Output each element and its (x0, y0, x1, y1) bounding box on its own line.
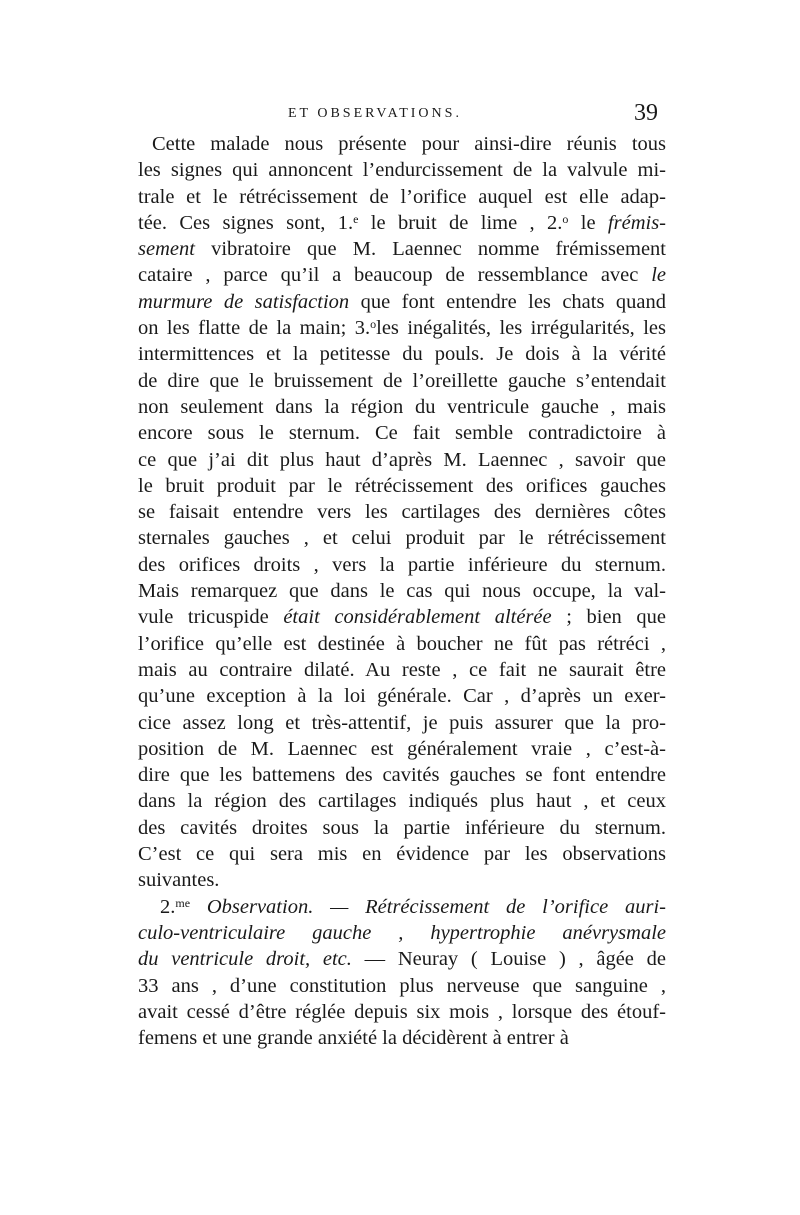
text-line (138, 473, 666, 499)
text-line (138, 184, 666, 210)
text-line (138, 736, 666, 762)
text-line (138, 762, 666, 788)
page-header (140, 100, 660, 132)
italic-text: Observation. — Rétrécissement de l’orifice auri- (206, 895, 666, 918)
text-segment: intermittences et la petitesse du pouls. Je dois à la vérité (138, 343, 666, 366)
text-line (138, 447, 666, 473)
body-text (138, 131, 666, 1051)
text-segment: 33 ans , d’une constitution plus nerveuse que sanguine , (138, 974, 666, 997)
text-segment: vibratoire que M. Laennec nomme frémissement (194, 238, 666, 261)
text-line (138, 578, 666, 604)
text-segment: femens et une grande anxiété la décidèrent à entrer à (138, 1027, 569, 1050)
text-segment: le (568, 211, 608, 234)
text-line (138, 710, 666, 736)
text-segment: encore sous le sternum. Ce fait semble contradictoire à (138, 422, 666, 445)
text-segment: vule tricuspide (138, 606, 284, 629)
text-segment (190, 896, 207, 918)
text-line (138, 920, 666, 946)
text-line (138, 420, 666, 446)
italic-text: le (651, 264, 666, 287)
text-segment: dans la région des cartilages indiqués plus haut , et ceux (138, 790, 666, 813)
text-line (138, 894, 666, 920)
text-line (138, 525, 666, 551)
text-line (138, 499, 666, 525)
text-segment: les signes qui annoncent l’endurcissement de la valvule mi- (138, 159, 666, 182)
text-segment: trale et le rétrécissement de l’orifice auquel est elle adap- (138, 185, 666, 208)
text-segment: cataire , parce qu’il a beaucoup de ressemblance avec (138, 264, 652, 287)
text-segment: ; bien que (551, 606, 667, 629)
text-line (138, 157, 666, 183)
text-line (138, 867, 666, 893)
text-line (138, 973, 666, 999)
text-line (138, 946, 666, 972)
text-segment: Cette malade nous présente pour ainsi-dire réunis tous (152, 133, 666, 155)
text-segment: tée. Ces signes sont, 1. (138, 211, 354, 234)
italic-text: culo-ventriculaire gauche , hypertrophie anévrysmale (138, 921, 666, 944)
text-segment: de dire que le bruissement de l’oreillette gauche s’entendait (138, 369, 666, 392)
text-line (138, 552, 666, 578)
running-head: ET OBSERVATIONS. (288, 106, 462, 121)
text-line (138, 131, 666, 157)
superscript: o (562, 211, 569, 226)
text-segment: qu’une exception à la loi générale. Car , d’après un exer- (138, 685, 666, 708)
italic-text: était considérablement altérée (283, 606, 552, 629)
text-line (138, 841, 666, 867)
text-segment: ce que j’ai dit plus haut d’après M. Laennec , savoir que (138, 448, 666, 471)
text-line (138, 631, 666, 657)
text-segment: — Neuray ( Louise ) , âgée de (351, 948, 666, 971)
text-segment: cice assez long et très-attentif, je puis assurer que la pro- (138, 711, 666, 734)
text-segment: des orifices droits , vers la partie inférieure du sternum. (138, 553, 666, 576)
text-line (138, 236, 666, 262)
text-line (138, 604, 666, 630)
text-line (138, 1025, 666, 1051)
text-segment: sternales gauches , et celui produit par le rétrécissement (138, 527, 666, 550)
text-segment: 2. (160, 895, 176, 918)
text-segment: les inégalités, les irrégularités, les (376, 317, 666, 340)
text-segment: dire que les battemens des cavités gauches se font entendre (138, 764, 666, 787)
italic-text: sement (138, 238, 195, 261)
text-segment: le bruit produit par le rétrécissement des orifices gauches (138, 474, 666, 497)
superscript: e (353, 211, 359, 226)
text-line (138, 315, 666, 341)
text-segment: Mais remarquez que dans le cas qui nous occupe, la val- (138, 580, 666, 603)
text-line (138, 815, 666, 841)
text-segment: avait cessé d’être réglée depuis six mois , lorsque des étouf- (138, 1000, 666, 1023)
italic-text: frémis- (607, 211, 666, 234)
text-line (138, 210, 666, 236)
text-segment: non seulement dans la région du ventricule gauche , mais (138, 395, 666, 418)
text-segment: se faisait entendre vers les cartilages des dernières côtes (138, 501, 666, 524)
text-segment: le bruit de lime , 2. (358, 211, 563, 234)
text-segment: on les flatte de la main; 3. (138, 317, 371, 340)
text-segment: suivantes. (138, 869, 220, 892)
text-segment: position de M. Laennec est généralement vraie , c’est-à- (138, 737, 666, 760)
italic-text: du ventricule droit, etc. (138, 948, 352, 971)
text-segment: des cavités droites sous la partie inférieure du sternum. (138, 816, 666, 839)
italic-text: murmure de satisfaction (138, 290, 350, 313)
text-line (138, 262, 666, 288)
superscript: o (370, 317, 377, 332)
text-line (138, 788, 666, 814)
text-line (138, 394, 666, 420)
text-line (138, 341, 666, 367)
text-line (138, 289, 666, 315)
text-segment: mais au contraire dilaté. Au reste , ce fait ne saurait être (138, 658, 666, 681)
text-line (138, 683, 666, 709)
text-line (138, 657, 666, 683)
text-segment: l’orifice qu’elle est destinée à boucher ne fût pas rétréci , (138, 632, 666, 655)
text-segment: que font entendre les chats quand (349, 290, 666, 313)
superscript: me (175, 895, 191, 910)
text-line (138, 368, 666, 394)
text-line (138, 999, 666, 1025)
text-segment: C’est ce qui sera mis en évidence par les observations (138, 843, 666, 866)
page-number: 39 (634, 100, 658, 126)
